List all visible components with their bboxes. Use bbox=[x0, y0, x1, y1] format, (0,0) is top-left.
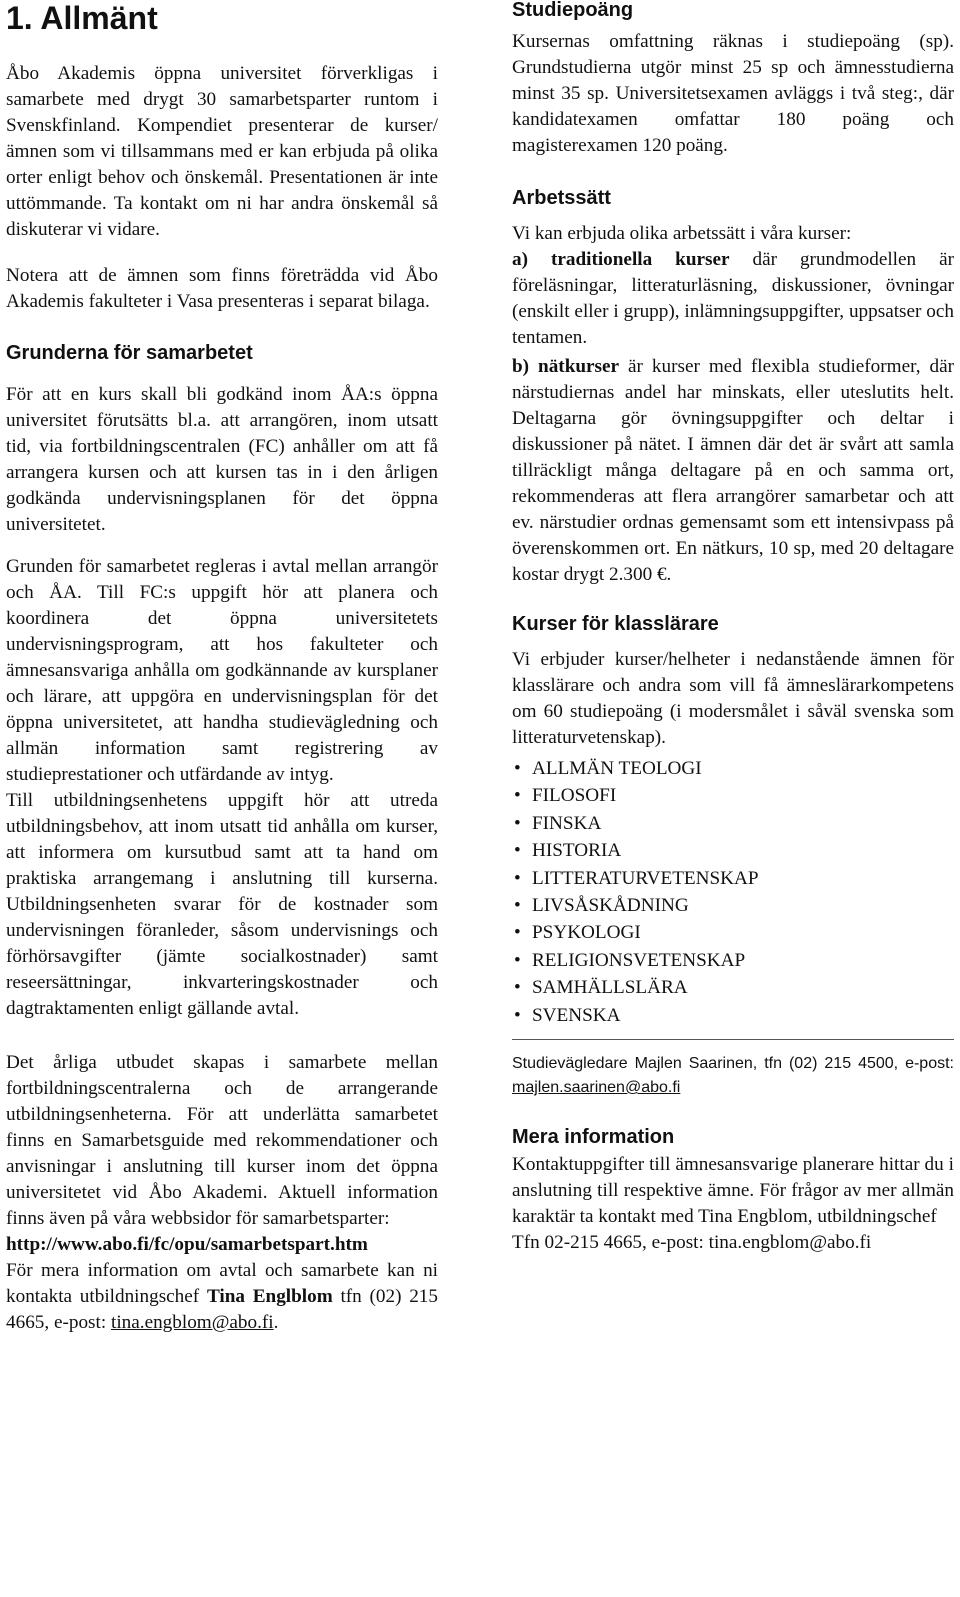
list-item bbox=[512, 947, 954, 974]
paragraph-arbetssatt-intro: Vi kan erbjuda olika arbetssätt i våra kurser: bbox=[512, 223, 852, 244]
paragraph-natkurser bbox=[512, 354, 954, 588]
text-natkurser: är kurser med flexibla studieformer, där närstudiernas andel har minskats, eller uteslutits helt. Deltagarna gör övningsuppgifter och deltar i diskussioner på nätet. I ämnen där det är svårt att samla tillräckligt många deltagare på en och samma ort, rekommenderas att flera arrangörer samarbetar och att ev. närstudier ordnas gemensamt som ett intensivpass på överenskommen ort. En nätkurs, 10 sp, med 20 deltagare kostar drygt 2.300 €. bbox=[512, 356, 954, 585]
subject-label: SVENSKA bbox=[532, 1004, 621, 1026]
heading-kurser-klasslarare: Kurser för klasslärare bbox=[512, 613, 719, 635]
bullet-icon: • bbox=[514, 1004, 521, 1026]
subject-label: LITTERATURVETENSKAP bbox=[532, 867, 759, 889]
list-item bbox=[512, 892, 954, 919]
samarbetspart-link[interactable]: http://www.abo.fi/fc/opu/samarbetspart.htm bbox=[6, 1234, 368, 1255]
bullet-icon: • bbox=[514, 785, 521, 807]
heading-arbetssatt: Arbetssätt bbox=[512, 187, 611, 209]
bullet-icon: • bbox=[514, 867, 521, 889]
list-item bbox=[512, 755, 954, 782]
paragraph-kontakt bbox=[6, 1258, 438, 1336]
list-item bbox=[512, 919, 954, 946]
subject-list bbox=[512, 755, 954, 1029]
list-item bbox=[512, 810, 954, 837]
paragraph-kurser-klasslarare: Vi erbjuder kurser/helheter i nedanstående ämnen för klasslärare och andra som vill få ämneslärarkompetens om 60 studiepoäng (i modersmålet i såväl svenska som litteraturvetenskap). bbox=[512, 649, 954, 748]
kontakt-phone-text: tfn (02) 215 4665, e-post: bbox=[6, 1286, 438, 1333]
paragraph-mera-information: Kontaktuppgifter till ämnesansvarige planerare hittar du i anslutning till respektive ämne. För frågor av mer allmän karaktär ta kontakt med Tina Engblom, utbildningschef bbox=[512, 1154, 954, 1228]
right-column bbox=[512, 0, 954, 1256]
section-title: 1. Allmänt bbox=[6, 0, 158, 36]
guide-email-link[interactable]: majlen.saarinen@abo.fi bbox=[512, 1079, 681, 1097]
subject-label: SAMHÄLLSLÄRA bbox=[532, 977, 688, 999]
guide-text: Studievägledare Majlen Saarinen, tfn (02) 215 4500, e-post: bbox=[512, 1055, 954, 1073]
bullet-icon: • bbox=[514, 922, 521, 944]
paragraph-grunderna: För att en kurs skall bli godkänd inom ÅA:s öppna universitet förutsätts bl.a. att arrangören, inom utsatt tid, via fortbildningscentralen (FC) anhåller om att få arrangera kursen och att kursen tas in i den årligen godkända undervisningsplanen för det öppna universitetet. bbox=[6, 384, 438, 535]
list-item bbox=[512, 865, 954, 892]
studievagledare-info bbox=[512, 1052, 954, 1100]
list-item bbox=[512, 974, 954, 1001]
contact-email-link[interactable]: tina.engblom@abo.fi bbox=[111, 1312, 274, 1333]
kontakt-text: För mera information om avtal och samarbete kan ni kontakta utbildningschef bbox=[6, 1260, 438, 1307]
heading-grunderna: Grunderna för samarbetet bbox=[6, 342, 253, 364]
bullet-icon: • bbox=[514, 977, 521, 999]
bullet-icon: • bbox=[514, 758, 521, 779]
contact-name: Tina Englblom bbox=[206, 1286, 333, 1307]
label-traditionella: a) traditionella kurser bbox=[512, 249, 730, 270]
subject-label: ALLMÄN TEOLOGI bbox=[532, 758, 702, 779]
subject-label: LIVSÅSKÅDNING bbox=[532, 895, 689, 917]
bullet-icon: • bbox=[514, 949, 521, 971]
paragraph-traditionella bbox=[512, 247, 954, 351]
heading-mera-information: Mera information bbox=[512, 1126, 675, 1149]
intro-paragraph: Åbo Akademis öppna universitet förverkligas i samarbete med drygt 30 samarbetsparter runtom i Svenskfinland. Kompendiet presenterar de kurser/ämnen som vi tillsammans med er kan erbjuda på olika orter enligt behov och önskemål. Presentationen är inte uttömmande. Ta kontakt om ni har andra önskemål så diskuterar vi vidare. bbox=[6, 63, 438, 240]
paragraph-utbud: Det årliga utbudet skapas i samarbete mellan fortbildningscentralerna och de arrangerande utbildningsenheterna. För att underlätta samarbetet finns en Samarbetsguide med rekommendationer och anvisningar i anslutning till kurser inom det öppna universitetet vid Åbo Akademi. Aktuell information finns även på våra webbsidor för samarbetsparter: bbox=[6, 1052, 438, 1229]
subject-label: FILOSOFI bbox=[532, 785, 617, 807]
heading-studiepoang: Studiepoäng bbox=[512, 0, 634, 21]
subject-label: HISTORIA bbox=[532, 840, 622, 862]
divider bbox=[512, 1039, 954, 1040]
paragraph-studiepoang: Kursernas omfattning räknas i studiepoäng (sp). Grundstudierna utgör minst 25 sp och ämnesstudierna minst 35 sp. Universitetsexamen avläggs i två steg:, där kandidatexamen omfattar 180 poäng och magisterexamen 120 poäng. bbox=[512, 31, 954, 156]
bullet-icon: • bbox=[514, 840, 521, 862]
paragraph-avtal: Grunden för samarbetet regleras i avtal mellan arrangör och ÅA. Till FC:s uppgift hör att planera och koordinera det öppna universitetets undervisningsprogram, att hos fakulteter och ämnesansvariga anhålla om godkännande av kursplaner och lärare, att uppgöra en undervisningsplan för det öppna universitetet, att handha studievägledning och allmän information samt registrering av studieprestationer och utfärdande av intyg. bbox=[6, 556, 438, 785]
kontakt-end: . bbox=[273, 1312, 279, 1333]
bullet-icon: • bbox=[514, 812, 521, 834]
subject-label: PSYKOLOGI bbox=[532, 922, 641, 944]
text-traditionella: där grundmodellen är föreläsningar, litteraturläsning, diskussioner, övningar (enskilt eller i grupp), inlämningsuppgifter, uppsatser och tentamen. bbox=[512, 249, 954, 348]
subject-label: RELIGIONSVETENSKAP bbox=[532, 949, 746, 971]
list-item bbox=[512, 1002, 954, 1029]
list-item bbox=[512, 837, 954, 864]
paragraph-utbildningsenhet: Till utbildningsenhetens uppgift hör att utreda utbildningsbehov, att inom utsatt tid anhålla om kurser, att informera om kursutbud samt att ta hand om praktiska arrangemang i anslutning till kurserna. Utbildningsenheten svarar för de kostnader som undervisningen föranleder, såsom undervisnings och förhörsavgifter (jämte socialkostnader) samt reseersättningar, inkvarteringskostnader och dagtraktamenten enligt gällande avtal. bbox=[6, 790, 438, 1019]
left-column bbox=[6, 0, 438, 1336]
label-natkurser: b) nätkurser bbox=[512, 356, 620, 377]
bullet-icon: • bbox=[514, 895, 521, 917]
note-paragraph: Notera att de ämnen som finns företrädda vid Åbo Akademis fakulteter i Vasa presenteras i separat bilaga. bbox=[6, 265, 438, 312]
list-item bbox=[512, 782, 954, 809]
contact-phone-email: Tfn 02-215 4665, e-post: tina.engblom@abo.fi bbox=[512, 1232, 872, 1254]
subject-label: FINSKA bbox=[532, 812, 602, 834]
